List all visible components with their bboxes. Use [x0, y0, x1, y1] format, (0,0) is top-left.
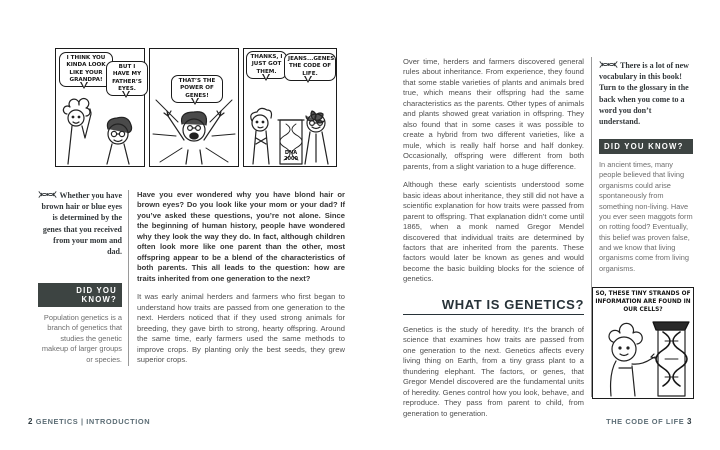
margin-note-text: Whether you have brown hair or blue eyes is determined by the genes that you received from your mom and dad.	[41, 191, 122, 256]
left-page-footer	[28, 417, 150, 426]
speech-bubble: THAT’S THE POWER OF GENES!	[171, 75, 223, 103]
margin-note-text: There is a lot of new vocabulary in this book! Turn to the glossary in the back when you come to a word you don’t understand.	[599, 61, 689, 126]
dna-machine-label: DNA 2000	[284, 150, 298, 162]
speech-bubble: JEANS...GENES. THE CODE OF LIFE.	[284, 53, 336, 81]
body-paragraph: Although these early scientists understood some basic ideas about inheritance, they still did not have a scientific explanation for how traits were passed from parent to offspring. That explanation didn’t come until 1865, when a monk named Gregor Mendel discovered that individual traits are determined by factors that are inherited from the parents. These factors would later be known as genes and would become the basic building blocks for the science of genetics.	[403, 180, 584, 284]
did-you-know-body: In ancient times, many people believed that living organisms could arise spontaneously from something non-living. Have you ever seen maggots form on rotting food? Eventually, this belief was proven false, and we know that living organisms come from living organisms.	[599, 160, 693, 273]
page-number: 3	[686, 417, 692, 426]
did-you-know-body: Population genetics is a branch of genetics that studies the genetic makeup of larger groups or species.	[41, 313, 122, 364]
cartoon-grandma-and-child	[56, 96, 144, 166]
comic-panel-3	[243, 48, 337, 167]
right-main-column	[403, 57, 584, 419]
dna-icon	[599, 60, 618, 69]
footer-label: GENETICS | INTRODUCTION	[35, 417, 151, 426]
comic-panel-cells	[592, 287, 694, 399]
column-divider	[128, 190, 129, 366]
body-paragraph: It was early animal herders and farmers who first began to understand how traits are passed from one generation to the next. Herders noticed that if they used strong animals for breeding, they gave birth to strong, hearty offspring. Around the same time, early farmers used the same methods to improve crops. By planting only the best seeds, they grew superior crops.	[137, 292, 345, 365]
body-paragraph: Over time, herders and farmers discovered general rules about inheritance. From experience, they found that some stable varieties of plants and animals bred true, which means their offspring had the same characteristics as the parents. Other types of animals and plants showed great variation in offspring. They also found that in some cases it was possible to create a hybrid from two different varieties, like a mule, which is really half horse and half donkey. Occasionally, offspring were different from both parents, from a slight variation to a huge difference.	[403, 57, 584, 171]
right-page-footer	[606, 417, 692, 426]
page-number: 2	[28, 417, 34, 426]
margin-note	[38, 190, 122, 257]
section-heading: WHAT IS GENETICS?	[403, 297, 584, 315]
did-you-know-header: DID YOU KNOW?	[599, 139, 693, 154]
comic-panel-1	[55, 48, 145, 167]
cartoon-woman-dna-display	[595, 316, 691, 398]
body-paragraph: Genetics is the study of heredity. It’s the branch of science that examines how traits are passed from one generation to the next. Genetics affects every living thing on Earth, from a tiny grass plant to a thundering elephant. The factors, or genes, that Gregor Mendel discovered are the fundamental units of heredity. Genes control how you look, behave, and reproduce. They pass from parent to child, from generation to generation.	[403, 324, 584, 418]
did-you-know-header: DID YOU KNOW?	[38, 283, 122, 307]
footer-label: THE CODE OF LIFE	[606, 417, 685, 426]
right-sidebar	[599, 60, 693, 274]
speech-bubble: BUT I HAVE MY FATHER’S EYES.	[106, 61, 148, 96]
speech-bubble: I THINK YOU KINDA LOOK LIKE YOUR GRANDPA!	[59, 52, 113, 87]
speech-bubble: THANKS, I JUST GOT THEM.	[246, 51, 287, 79]
right-page	[360, 0, 720, 450]
left-sidebar	[38, 190, 122, 365]
dna-icon	[38, 190, 57, 199]
comic-panel-2	[149, 48, 239, 167]
comic-caption: SO, THESE TINY STRANDS OF INFORMATION ARE FOUND IN OUR CELLS?	[595, 291, 691, 313]
margin-note	[599, 60, 693, 127]
intro-paragraph: Have you ever wondered why you have blond hair or brown eyes? Do you look like your mom or your dad? If you’ve asked these questions, you’re not alone. Since the beginning of human history, people have wondered why they look the way they do. In fact, although children often look more like one parent than the other, most offspring appear to be a blend of the characteristics of both parents. This all leads to the question: how are traits inherited from one generation to the next?	[137, 190, 345, 283]
left-main-column	[137, 190, 345, 366]
